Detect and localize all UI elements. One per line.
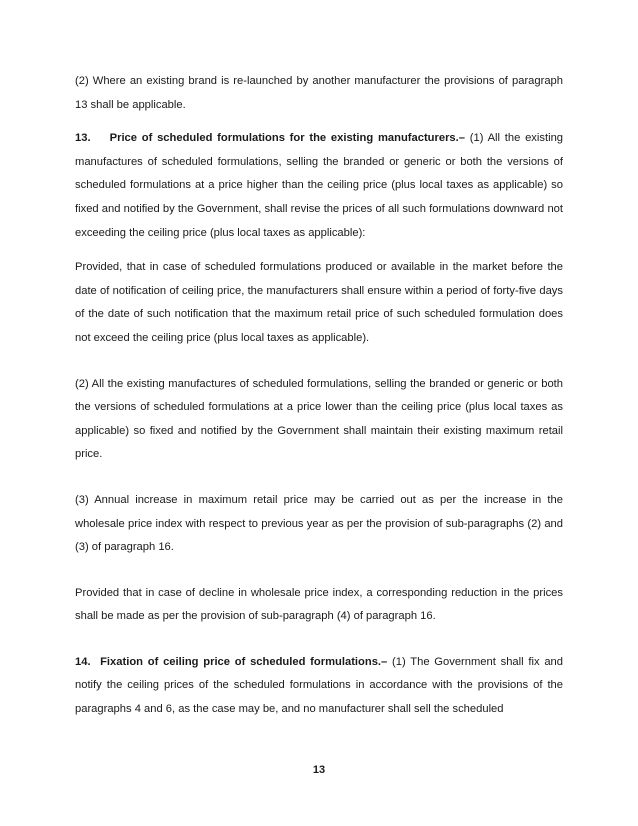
section-13-body: (1) All the existing manufactures of scheduled formulations, selling the branded or generic or both the versions of scheduled formulations at a price higher than the ceiling price (plus local taxes as applicable) so fixed and notified by the Government, shall revise the prices of all such formulations downward not exceeding the ceiling price (plus local taxes as applicable): [75, 132, 564, 239]
section-14-paragraph [75, 651, 563, 722]
section-13-subpara-3: (3) Annual increase in maximum retail price may be carried out as per the increase in the wholesale price index with respect to previous year as per the provision of sub-paragraphs (2) and (3) of paragraph 16. [75, 493, 563, 554]
section-13-heading: Price of scheduled formulations for the existing manufacturers.– [109, 132, 465, 145]
paragraph-relaunched-brand: (2) Where an existing brand is re-launched by another manufacturer the provisions of paragraph 13 shall be applicable. [75, 75, 563, 111]
document-body [75, 70, 563, 722]
section-14-body: (1) The Government shall fix and notify the ceiling prices of the scheduled formulations in accordance with the provisions of the paragraphs 4 and 6, as the case may be, and no manufacturer shall sell the scheduled [75, 655, 564, 716]
proviso-wholesale-price-decline: Provided that in case of decline in wholesale price index, a corresponding reduction in the prices shall be made as per the provision of sub-paragraph (4) of paragraph 16. [75, 586, 563, 623]
section-13-paragraph [75, 127, 563, 245]
section-14-heading: Fixation of ceiling price of scheduled formulations.– [100, 655, 388, 668]
section-13-number: 13. [75, 132, 91, 145]
section-13-subpara-2: (2) All the existing manufactures of scheduled formulations, selling the branded or generic or both the versions of scheduled formulations at a price lower than the ceiling price (plus local taxes as applicable) so fixed and notified by the Government shall maintain their existing maximum retail price. [75, 377, 563, 461]
proviso-ceiling-price: Provided, that in case of scheduled formulations produced or available in the market before the date of notification of ceiling price, the manufacturers shall ensure within a period of forty-five days of the date of such notification that the maximum retail price of such scheduled formulation does not exceed the ceiling price (plus local taxes as applicable). [75, 261, 563, 344]
page-number: 13 [312, 764, 326, 776]
section-14-number: 14. [75, 655, 91, 668]
